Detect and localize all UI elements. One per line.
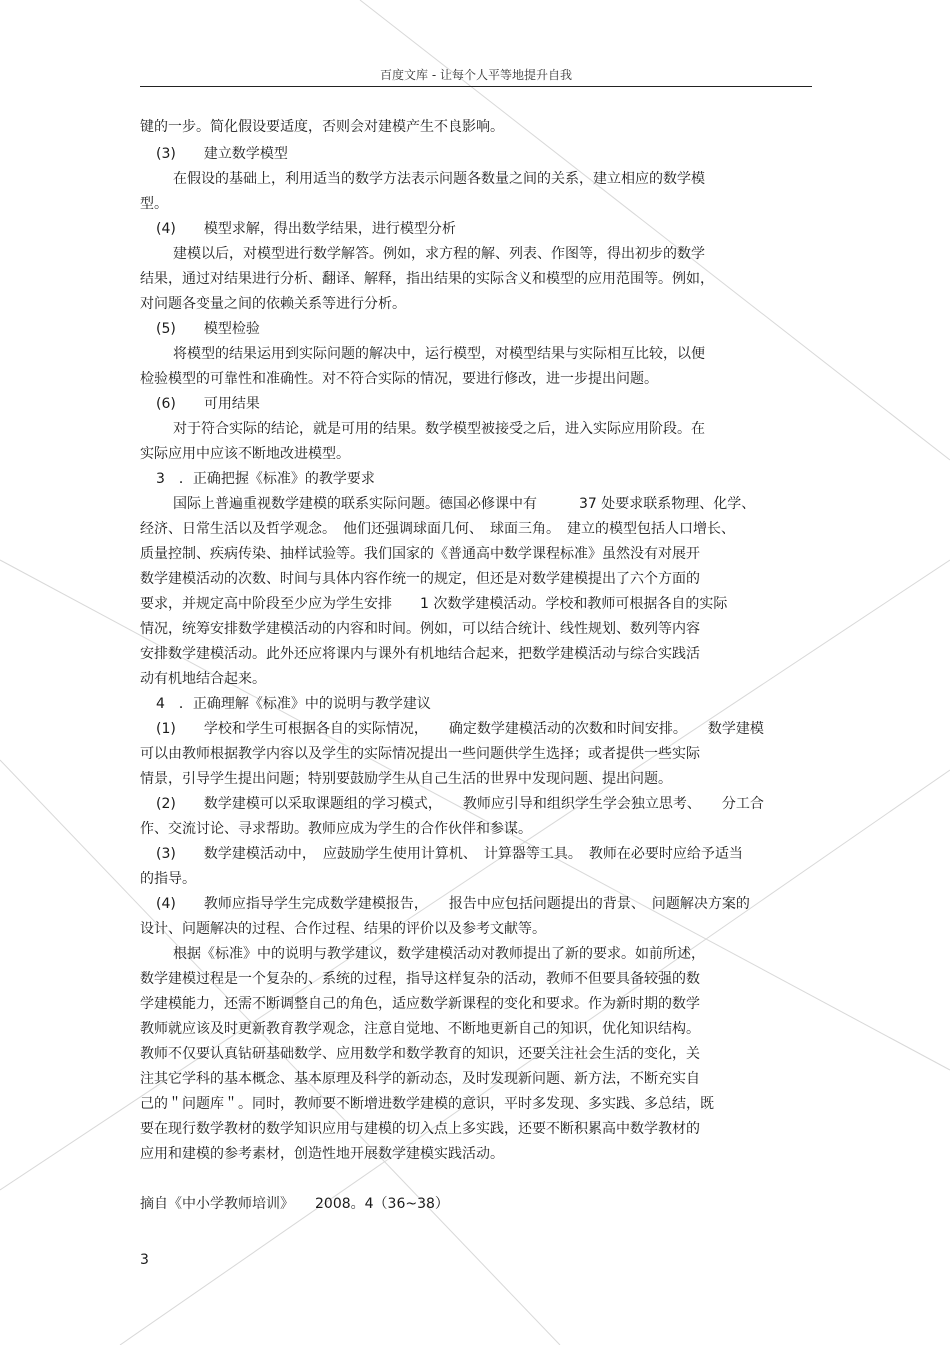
text-line: 情况，统筹安排数学建模活动的内容和时间。例如，可以结合统计、线性规划、数列等内容 [140, 621, 700, 637]
page-number: 3 [140, 1252, 149, 1268]
text-line: 对问题各变量之间的依赖关系等进行分析。 [140, 296, 406, 312]
text-line: 在假设的基础上，利用适当的数学方法表示问题各数量之间的关系，建立相应的数学模 [173, 171, 705, 187]
list-item: (3) 数学建模活动中， 应鼓励学生使用计算机、 计算器等工具。 教师在必要时应给予适当 [156, 846, 743, 862]
text-line: 注其它学科的基本概念、基本原理及科学的新动态，及时发现新问题、新方法，不断充实自 [140, 1071, 700, 1087]
text-line: 型。 [140, 196, 168, 212]
text-line: 根据《标准》中的说明与教学建议，数学建模活动对教师提出了新的要求。如前所述， [173, 946, 705, 962]
list-item: (2) 数学建模可以采取课题组的学习模式， 教师应引导和组织学生学会独立思考、 分工合 [156, 796, 764, 812]
section-heading: 3 ．正确把握《标准》的教学要求 [156, 471, 375, 487]
text-line: 国际上普遍重视数学建模的联系实际问题。德国必修课中有 37 处要求联系物理、化学、 [173, 496, 756, 512]
section-heading: 4 ．正确理解《标准》中的说明与教学建议 [156, 696, 431, 712]
text-line: 作、交流讨论、寻求帮助。教师应成为学生的合作伙伴和参谋。 [140, 821, 532, 837]
text-line: 动有机地结合起来。 [140, 671, 266, 687]
text-line: 学建模能力，还需不断调整自己的角色，适应数学新课程的变化和要求。作为新时期的数学 [140, 996, 700, 1012]
text-line: 情景，引导学生提出问题；特别要鼓励学生从自己生活的世界中发现问题、提出问题。 [140, 771, 672, 787]
list-item: (1) 学校和学生可根据各自的实际情况， 确定数学建模活动的次数和时间安排。 数学建模 [156, 721, 764, 737]
list-heading: (6) 可用结果 [156, 396, 260, 412]
text-line: 检验模型的可靠性和准确性。对不符合实际的情况，要进行修改，进一步提出问题。 [140, 371, 658, 387]
text-line: 要在现行数学教材的数学知识应用与建模的切入点上多实践，还要不断积累高中数学教材的 [140, 1121, 700, 1137]
text-line: 应用和建模的参考素材，创造性地开展数学建模实践活动。 [140, 1146, 504, 1162]
text-line: 建模以后，对模型进行数学解答。例如，求方程的解、列表、作图等，得出初步的数学 [173, 246, 705, 262]
text-line: 键的一步。简化假设要适度，否则会对建模产生不良影响。 [140, 119, 504, 135]
text-line: 数学建模活动的次数、时间与具体内容作统一的规定，但还是对数学建模提出了六个方面的 [140, 571, 700, 587]
text-line: 对于符合实际的结论，就是可用的结果。数学模型被接受之后，进入实际应用阶段。在 [173, 421, 705, 437]
list-heading: (5) 模型检验 [156, 321, 260, 337]
text-line: 要求，并规定高中阶段至少应为学生安排 1 次数学建模活动。学校和教师可根据各自的实际 [140, 596, 728, 612]
text-line: 的指导。 [140, 871, 196, 887]
text-line: 经济、日常生活以及哲学观念。 他们还强调球面几何、 球面三角。 建立的模型包括人口增长、 [140, 521, 735, 537]
text-line: 可以由教师根据教学内容以及学生的实际情况提出一些问题供学生选择；或者提供一些实际 [140, 746, 700, 762]
list-heading: (4) 模型求解，得出数学结果，进行模型分析 [156, 221, 456, 237]
text-line: 安排数学建模活动。此外还应将课内与课外有机地结合起来，把数学建模活动与综合实践活 [140, 646, 700, 662]
citation: 摘自《中小学教师培训》 2008。4（36~38） [140, 1196, 449, 1212]
text-line: 己的＂问题库＂。同时，教师要不断增进数学建模的意识，平时多发现、多实践、多总结，既 [140, 1096, 714, 1112]
text-line: 将模型的结果运用到实际问题的解决中，运行模型，对模型结果与实际相互比较，以便 [173, 346, 705, 362]
list-heading: (3) 建立数学模型 [156, 146, 288, 162]
page-header: 百度文库 - 让每个人平等地提升自我 [140, 66, 812, 87]
text-line: 设计、问题解决的过程、合作过程、结果的评价以及参考文献等。 [140, 921, 546, 937]
text-line: 质量控制、疾病传染、抽样试验等。我们国家的《普通高中数学课程标准》虽然没有对展开 [140, 546, 700, 562]
list-item: (4) 教师应指导学生完成数学建模报告， 报告中应包括问题提出的背景、 问题解决方案的 [156, 896, 750, 912]
text-line: 实际应用中应该不断地改进模型。 [140, 446, 350, 462]
text-line: 教师不仅要认真钻研基础数学、应用数学和数学教育的知识，还要关注社会生活的变化，关 [140, 1046, 700, 1062]
text-line: 数学建模过程是一个复杂的、系统的过程，指导这样复杂的活动，教师不但要具备较强的数 [140, 971, 700, 987]
text-line: 结果，通过对结果进行分析、翻译、解释，指出结果的实际含义和模型的应用范围等。例如， [140, 271, 714, 287]
text-line: 教师就应该及时更新教育教学观念，注意自觉地、不断地更新自己的知识，优化知识结构。 [140, 1021, 700, 1037]
